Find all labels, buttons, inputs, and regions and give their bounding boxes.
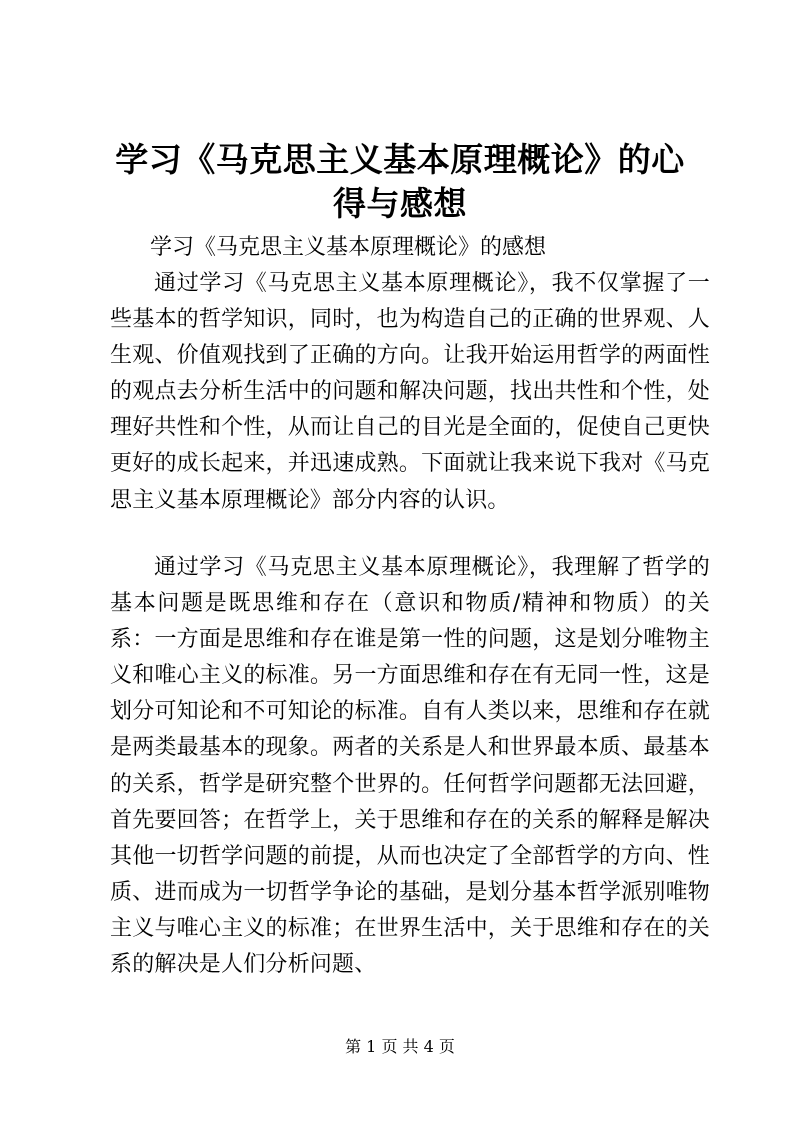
paragraph-1: 通过学习《马克思主义基本原理概论》，我不仅掌握了一些基本的哲学知识，同时，也为构造自己的正确的世界观、人生观、价值观找到了正确的方向。让我开始运用哲学的两面性的观点去分析生活中的问题和解决问题，找出共性和个性，处理好共性和个性，从而让自己的目光是全面的，促使自己更快更好的成长起来，并迅速成熟。下面就让我来说下我对《马克思主义基本原理概论》部分内容的认识。 bbox=[110, 271, 710, 513]
document-title: 学习《马克思主义基本原理概论》的心得与感想 bbox=[115, 140, 685, 223]
page-footer: 第 1 页 共 4 页 bbox=[345, 1037, 455, 1056]
document-subtitle: 学习《马克思主义基本原理概论》的感想 bbox=[150, 235, 547, 260]
paragraph-2: 通过学习《马克思主义基本原理概论》，我理解了哲学的基本问题是既思维和存在（意识和物质/精神和物质）的关系：一方面是思维和存在谁是第一性的问题，这是划分唯物主义和唯心主义的标准。另一方面思维和存在有无同一性，这是划分可知论和不可知论的标准。自有人类以来，思维和存在就是两类最基本的现象。两者的关系是人和世界最本质、最基本的关系，哲学是研究整个世界的。任何哲学问题都无法回避，首先要回答；在哲学上，关于思维和存在的关系的解释是解决其他一切哲学问题的前提，从而也决定了全部哲学的方向、性质、进而成为一切哲学争论的基础，是划分基本哲学派别唯物主义与唯心主义的标准；在世界生活中，关于思维和存在的关系的解决是人们分析问题、 bbox=[110, 555, 710, 978]
